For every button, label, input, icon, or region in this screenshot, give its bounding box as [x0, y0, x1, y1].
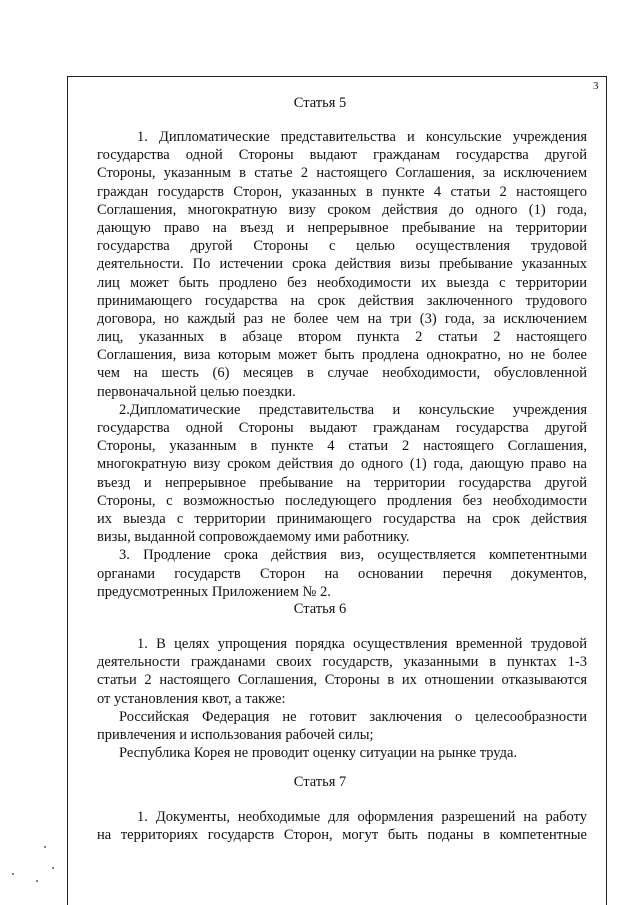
scan-speck — [12, 873, 14, 875]
article-6-line: статьи 2 настоящего Соглашения, Стороны в их отношении отказываются — [97, 672, 587, 689]
article-7-body — [97, 808, 587, 844]
article-5-line: принимающего государства на срок действия заключенного трудового — [97, 292, 587, 309]
article-5-line: граждан государств Сторон, указанных в пункте 4 статьи 2 настоящего — [97, 183, 587, 200]
article-6-line: 1. В целях упрощения порядка осуществления временной трудовой — [137, 636, 587, 652]
article-5-line: государства другой Стороны с целью осуществления трудовой — [97, 238, 587, 255]
article-6-line: деятельности гражданами своих государств, указанными в пунктах 1-3 — [97, 654, 587, 671]
article-6-line: привлечения и использования рабочей силы; — [97, 726, 374, 743]
article-5-line: визы, выданной сопровождаемому ими работнику. — [97, 529, 410, 546]
article-5-line: государства одной Стороны выдают гражданам государства другой — [97, 147, 587, 164]
article-5-heading: Статья 5 — [293, 95, 347, 111]
page-number: 3 — [593, 80, 599, 92]
article-5-line: многократную визу сроком действия до одного (1) года, дающую право на — [97, 456, 587, 473]
article-5-line: органами государств Сторон на основании перечня документов, — [97, 565, 587, 582]
article-5-line: Стороны, с возможностью последующего продления без необходимости — [97, 492, 587, 509]
article-5-line: 1. Дипломатические представительства и консульские учреждения — [137, 129, 587, 145]
article-7-line: 1. Документы, необходимые для оформления разрешений на работу — [137, 809, 587, 825]
article-5-line: въезд и непрерывное пребывание на территории государства другой — [97, 474, 587, 491]
article-6-line: Республика Корея не проводит оценку ситуации на рынке труда. — [119, 745, 518, 762]
article-5-line: дающую право на въезд и непрерывное пребывание на территории — [97, 219, 587, 236]
article-5-line: Стороны, указанным в пункте 4 статьи 2 настоящего Соглашения, — [97, 438, 587, 455]
scan-speck — [52, 867, 54, 869]
article-5-line: лиц может быть продлено без необходимости их выезда с территории — [97, 274, 587, 291]
article-7-line: на территориях государств Сторон, могут быть поданы в компетентные — [97, 827, 587, 844]
article-5-line: деятельности. По истечении срока действия визы пребывание указанных — [97, 256, 587, 273]
article-5-line: 2.Дипломатические представительства и консульские учреждения — [119, 401, 587, 418]
article-6-line: Российская Федерация не готовит заключения о целесообразности — [119, 708, 587, 725]
article-5-line: предусмотренных Приложением № 2. — [97, 583, 331, 600]
article-5-line: 3. Продление срока действия виз, осуществляется компетентными — [119, 547, 587, 564]
article-5-line: Соглашения, многократную визу сроком действия до одного (1) года, — [97, 201, 587, 218]
article-5-line: лиц, указанных в абзаце втором пункта 2 статьи 2 настоящего — [97, 329, 587, 346]
article-5-line: первоначальной целью поездки. — [97, 383, 296, 400]
article-6-line: от установления квот, а также: — [97, 690, 286, 707]
article-5-line: чем на шесть (6) месяцев в случае необходимости, обусловленной — [97, 365, 587, 382]
article-5-line: их выезда с территории принимающего государства на срок действия — [97, 510, 587, 527]
article-7-heading: Статья 7 — [293, 774, 347, 790]
article-5-line: государства одной Стороны выдают гражданам государства другой — [97, 420, 587, 436]
article-6-heading: Статья 6 — [293, 601, 347, 617]
article-5-line: договора, но каждый раз не более чем на три (3) года, за исключением — [97, 310, 587, 327]
article-5-line: Соглашения, виза которым может быть продлена однократно, но не более — [97, 347, 587, 364]
scan-speck — [44, 846, 46, 848]
article-6-body — [97, 635, 587, 762]
article-5-line: Стороны, указанным в статье 2 настоящего Соглашения, за исключением — [97, 165, 587, 182]
article-5-body — [97, 128, 587, 601]
scan-speck — [36, 880, 38, 882]
